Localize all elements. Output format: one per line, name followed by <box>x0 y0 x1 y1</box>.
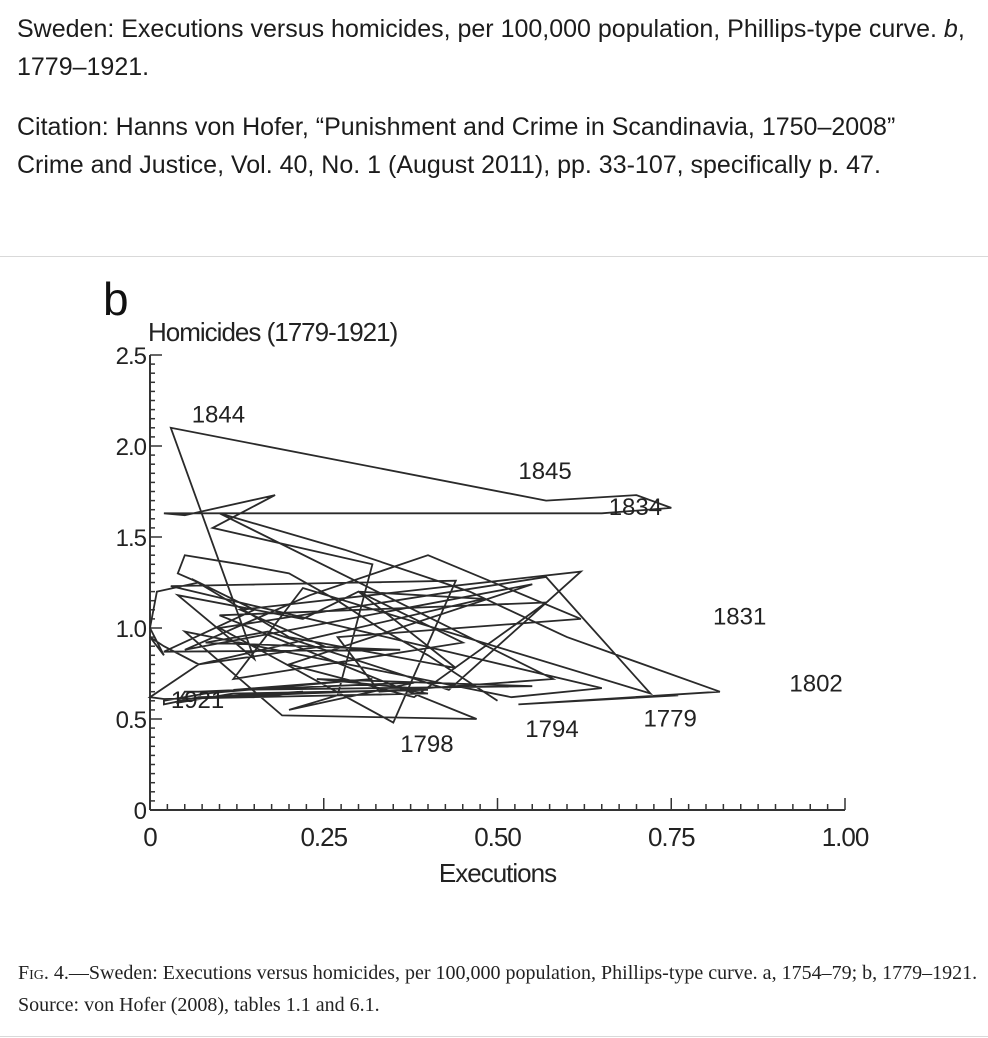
x-tick-label: 0.75 <box>647 822 695 852</box>
post-description <box>17 10 967 86</box>
caption-fig-label: Fig. 4. <box>18 962 69 984</box>
year-annotation: 1794 <box>525 716 579 744</box>
x-tick-label: 0 <box>143 822 157 852</box>
phillips-curve-chart <box>0 260 988 920</box>
description-text: Sweden: Executions versus homicides, per 100,000 population, Phillips-type curve. <box>17 15 944 43</box>
x-tick-label: 0.50 <box>474 822 521 852</box>
year-annotation: 1845 <box>518 457 572 485</box>
top-divider <box>0 256 988 257</box>
y-tick-label: 0 <box>133 798 146 825</box>
series-line <box>150 428 720 723</box>
figure-caption <box>18 957 978 1021</box>
year-annotation: 1779 <box>643 705 697 733</box>
x-axis-label: Executions <box>438 858 557 888</box>
description-panel-letter: b <box>943 15 958 43</box>
year-annotation: 1802 <box>789 670 843 698</box>
y-tick-label: 0.5 <box>115 707 146 734</box>
year-annotation: 1921 <box>170 687 225 715</box>
chart-title: Homicides (1779-1921) <box>148 317 398 347</box>
year-annotation: 1831 <box>712 603 767 631</box>
year-annotation: 1798 <box>400 730 454 758</box>
y-tick-label: 2.5 <box>115 343 146 370</box>
description-years: , 1779–1921. <box>17 15 965 81</box>
year-annotation: 1844 <box>191 401 246 429</box>
bottom-divider <box>0 1036 988 1037</box>
y-tick-label: 1.0 <box>115 616 146 643</box>
panel-letter: b <box>103 273 129 325</box>
year-annotation: 1834 <box>608 494 663 522</box>
x-tick-label: 1.00 <box>821 822 869 852</box>
caption-text: —Sweden: Executions versus homicides, per 100,000 population, Phillips-type curve. a, 1754–79; b, 1779–1921. Source: von Hofer (2008), tables 1.1 and 6.1. <box>18 962 978 1016</box>
x-tick-label: 0.25 <box>300 822 348 852</box>
y-tick-label: 1.5 <box>115 525 146 552</box>
post-citation: Citation: Hanns von Hofer, “Punishment and Crime in Scandinavia, 1750–2008” Crime and Justice, Vol. 40, No. 1 (August 2011), pp. 33-107, specifically p. 47. <box>17 113 896 179</box>
y-tick-label: 2.0 <box>115 434 146 461</box>
post-text <box>17 10 967 184</box>
